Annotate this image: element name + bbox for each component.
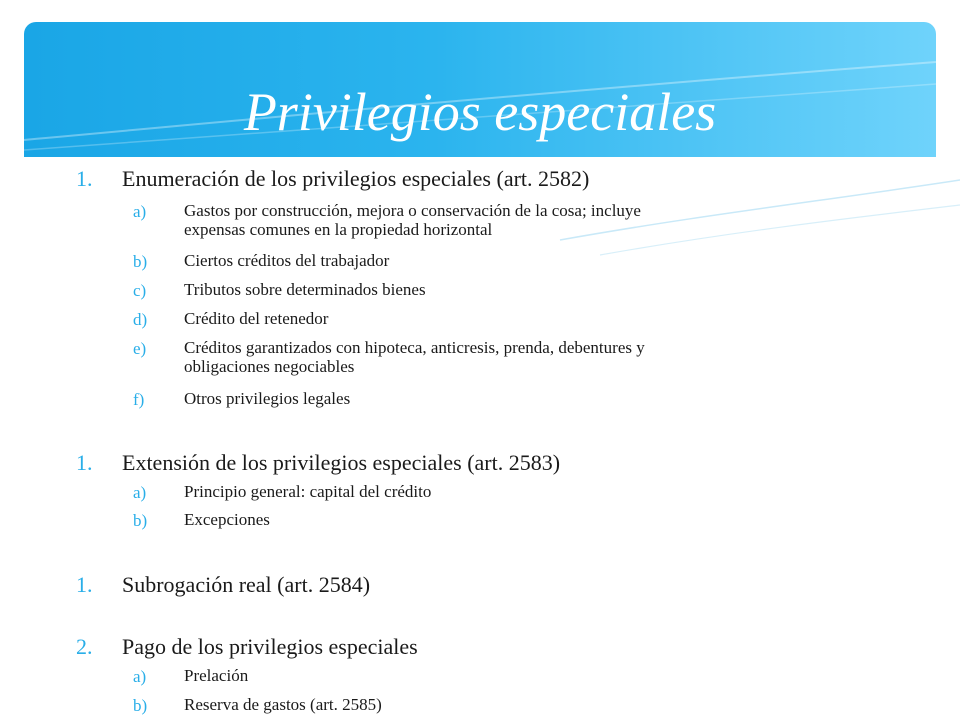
section-number: 1. [76,450,93,475]
section-number: 1. [76,572,93,597]
section-heading: Extensión de los privilegios especiales (art. 2583) [122,450,561,475]
section-heading: Subrogación real (art. 2584) [122,572,371,597]
section-number: 1. [76,166,93,191]
slide-body: 1. Enumeración de los privilegios especiales (art. 2582) a) Gastos por construcción, mejora o conservación de la cosa; incluye expensas comunes en la propiedad horizontal b) Ciertos créditos del trabajador c) Tributos sobre determinados bienes d) Crédito del retenedor e) Créditos garantizados con hipoteca, anticresis, prenda, debentures y obligaciones negociables f) Otros privilegios legales 1. Extensión de los privilegios especiales (art. 2583) a) Principio general: capital del crédito b) Excepciones 1. Subrogación real (art. 2584) 2. Pago de los privilegios especiales a) Prelación b) Reserva de gastos (art. 2585) [76,166,645,715]
section-number: 2. [76,634,93,659]
section-heading: Enumeración de los privilegios especiales (art. 2582) [122,166,590,191]
slide-title: Privilegios especiales [243,82,717,142]
section-heading: Pago de los privilegios especiales [122,634,418,659]
